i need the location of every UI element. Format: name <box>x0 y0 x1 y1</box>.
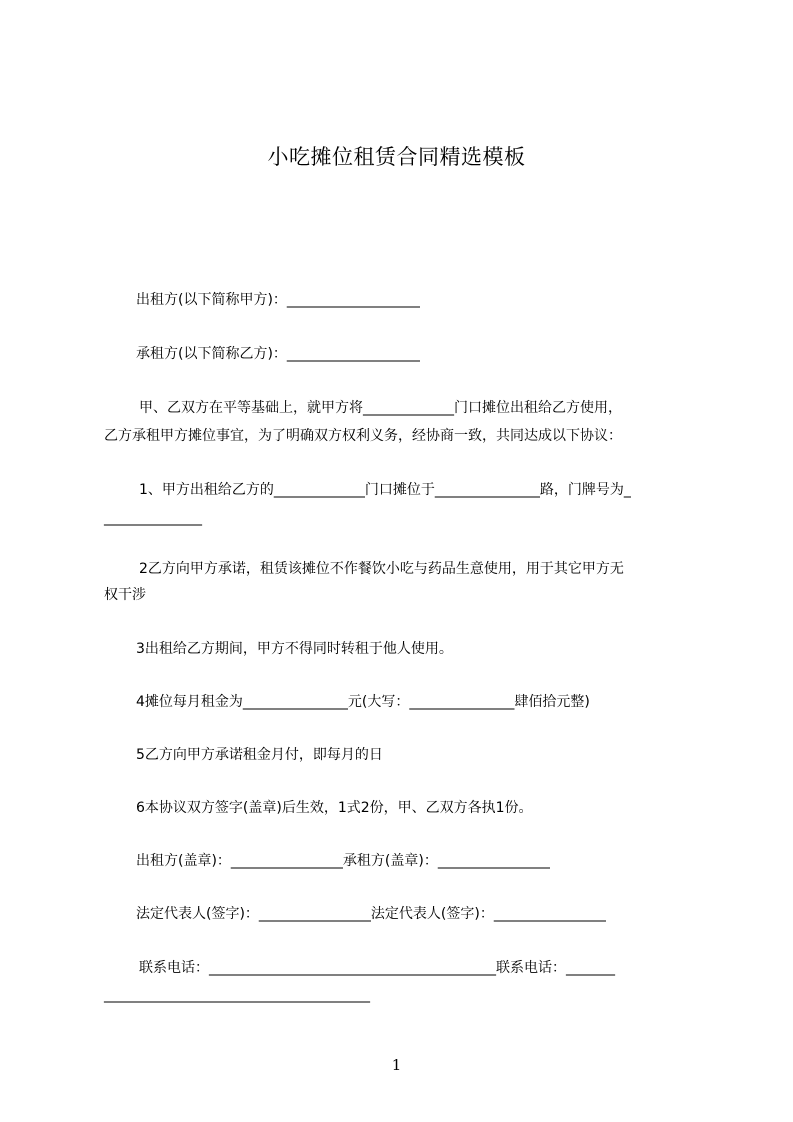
clause-3-line: 3出租给乙方期间，甲方不得同时转租于他人使用。 <box>136 641 453 657</box>
representative-signature-line: 法定代表人(签字)：________________法定代表人(签字)：________________ <box>136 906 606 922</box>
clause-2-line-1: 2乙方向甲方承诺，租赁该摊位不作餐饮小吃与药品生意使用，用于其它甲方无 <box>139 561 624 577</box>
phone-line-2: ______________________________________ <box>104 987 370 1003</box>
seal-line: 出租方(盖章)：________________承租方(盖章)：________________ <box>136 853 550 869</box>
clause-5-line: 5乙方向甲方承诺租金月付，即每月的日 <box>136 747 383 763</box>
clause-2-line-2: 权干涉 <box>104 587 146 603</box>
page-number: 1 <box>391 1056 402 1074</box>
clause-4-line: 4摊位每月租金为_______________元(大写：_______________肆佰拾元整) <box>136 694 590 710</box>
lessee-line: 承租方(以下简称乙方)：___________________ <box>136 346 420 362</box>
clause-6-line: 6本协议双方签字(盖章)后生效，1式2份，甲、乙双方各执1份。 <box>136 800 533 816</box>
preamble-line-1: 甲、乙双方在平等基础上，就甲方将_____________门口摊位出租给乙方使用， <box>139 400 622 416</box>
lessor-line: 出租方(以下简称甲方)：___________________ <box>136 292 420 308</box>
clause-1-line-2: ______________ <box>104 510 202 526</box>
phone-line-1: 联系电话：_________________________________________联系电话：_______ <box>139 960 615 976</box>
preamble-line-2: 乙方承租甲方摊位事宜，为了明确双方权利义务，经协商一致，共同达成以下协议： <box>104 428 622 444</box>
document-title: 小吃摊位租赁合同精选模板 <box>267 145 526 169</box>
clause-1-line-1: 1、甲方出租给乙方的_____________门口摊位于_______________路，门牌号为_ <box>139 482 631 498</box>
